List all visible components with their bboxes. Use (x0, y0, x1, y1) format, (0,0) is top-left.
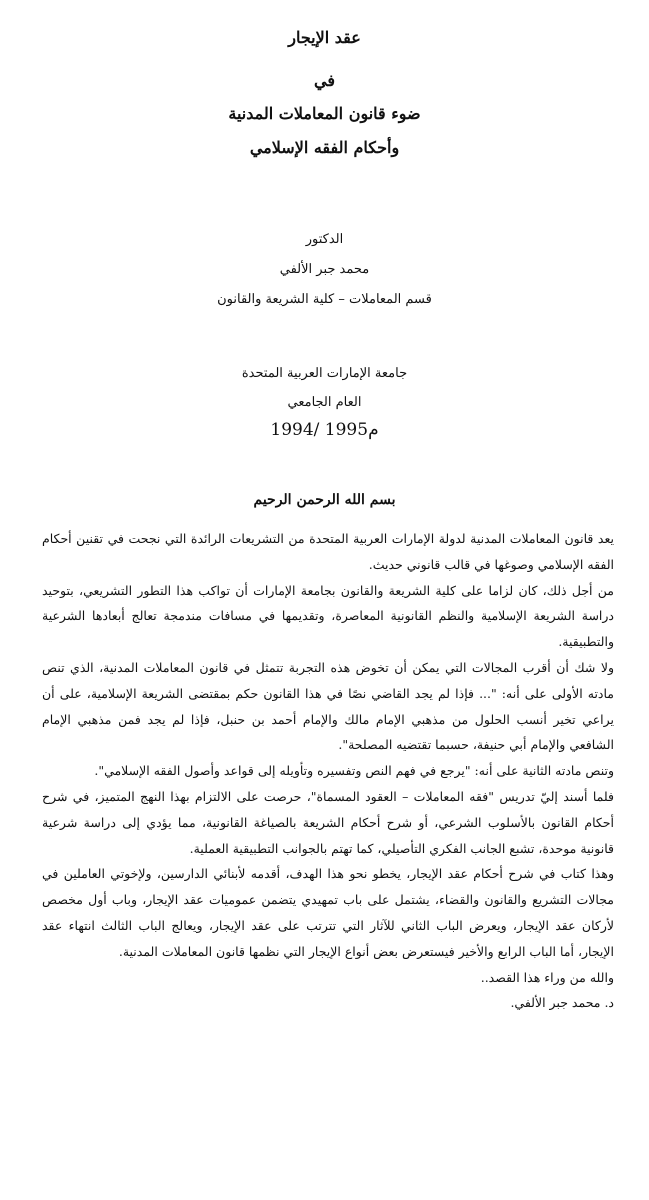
academic-year: 1994/ 1995م (270, 420, 379, 440)
author-name: محمد جبر الألفي (279, 262, 370, 277)
paragraph: من أجل ذلك، كان لزاما على كلية الشريعة والقانون بجامعة الإمارات أن تواكب هذا التطور التشريعي، بتوحيد دراسة الشريعة الإسلامية والنظم القانونية المعاصرة، وتقديمها في مسافات مندمجة تعالج أبعادها الشرعية والتطبيقية. (42, 582, 614, 650)
institution-block (0, 366, 649, 454)
paragraph: فلما أسند إليّ تدريس "فقه المعاملات – العقود المسماة"، حرصت على الالتزام بهذا النهج المتميز، في شرح أحكام القانون بالأسلوب الشرعي، أو شرح أحكام الشريعة بالصياغة القانونية، مما يؤدي إلى دراسة شرعية قانونية موحدة، تشبع الجانب الفكري التأصيلي، كما تهتم بالجوانب التطبيقية العملية. (42, 788, 614, 856)
academic-year-label: العام الجامعي (287, 395, 362, 410)
title-line-3: ضوء قانون المعاملات المدنية (228, 104, 421, 123)
title-line-4: وأحكام الفقه الإسلامي (249, 138, 400, 157)
basmala: بسم الله الرحمن الرحيم (253, 492, 396, 508)
paragraph: يعد قانون المعاملات المدنية لدولة الإمارات العربية المتحدة من التشريعات الرائدة التي نجحت في تقنين أحكام الفقه الإسلامي وصوغها في قالب قانوني حديث. (42, 531, 614, 572)
author-honorific: الدكتور (305, 232, 344, 247)
author-block (0, 232, 649, 322)
title-line-1: عقد الإيجار (288, 28, 361, 47)
signature-line: د. محمد جبر الألفي. (510, 995, 614, 1011)
title-line-2: في (314, 71, 335, 90)
paragraph: ولا شك أن أقرب المجالات التي يمكن أن تخوض هذه التجربة تتمثل في قانون المعاملات المدنية، الذي تنص مادته الأولى على أنه: "... فإذا لم يجد القاضي نصًا في هذا القانون حكم بمقتضى الشريعة الإسلامية، على أن يراعي تخير أنسب الحلول من مذهبي الإمام مالك والإمام أحمد بن حنبل، فإذا لم يجد فمن مذهبي الإمام الشافعي والإمام أبي حنيفة، حسبما تقتضيه المصلحة". (42, 659, 614, 753)
university-name: جامعة الإمارات العربية المتحدة (241, 366, 408, 381)
author-department: قسم المعاملات – كلية الشريعة والقانون (217, 292, 432, 307)
body-text (42, 526, 614, 1016)
paragraph: وتنص مادته الثانية على أنه: "يرجع في فهم النص وتفسيره وتأويله إلى قواعد وأصول الفقه الإسلامي". (94, 763, 614, 779)
paragraph: والله من وراء هذا القصد.. (480, 969, 614, 985)
title-block (0, 28, 649, 157)
paragraph: وهذا كتاب في شرح أحكام عقد الإيجار، يخطو نحو هذا الهدف، أقدمه لأبنائي الدارسين، ولإخوتي العاملين في مجالات التشريع والقانون والقضاء، يشتمل على باب تمهيدي يتضمن عموميات عقد الإيجار، وباب أول مخصص لأركان عقد الإيجار، ويعرض الباب الثاني للآثار التي تترتب على عقد الإيجار، ويعالج الباب الثالث انتهاء عقد الإيجار، أما الباب الرابع والأخير فيستعرض بعض أنواع الإيجار التي نظمها قانون المعاملات المدنية. (42, 866, 614, 959)
